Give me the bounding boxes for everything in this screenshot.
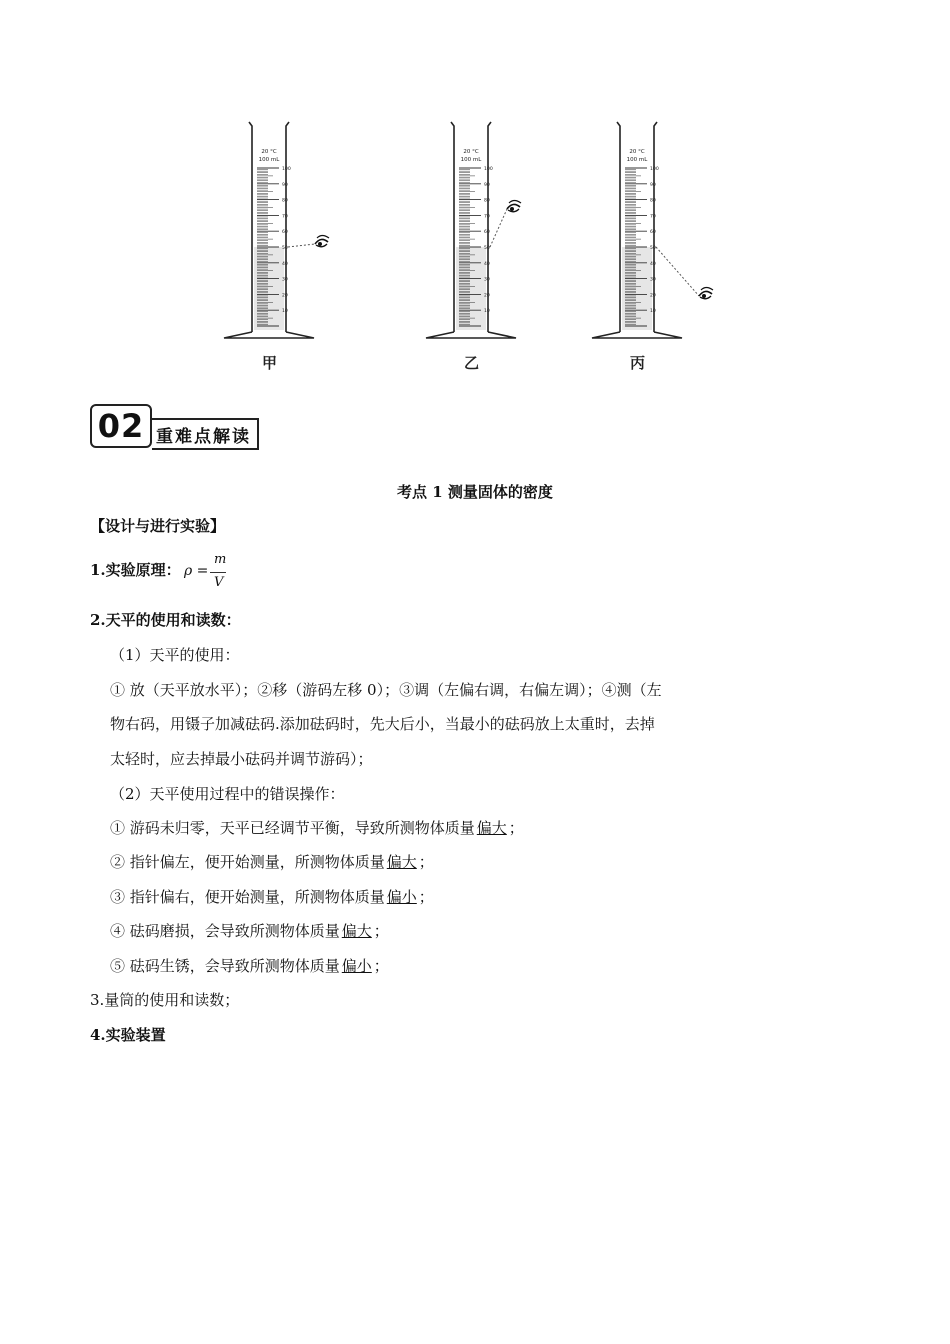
balance-use-heading: （1）天平的使用：: [110, 646, 240, 664]
error-end: ；: [508, 819, 524, 837]
tick-label: 40: [484, 261, 490, 267]
tick-label: 20: [650, 293, 656, 299]
sight-line: [656, 247, 699, 296]
error-text: ④ 砝码磨损，会导致所测物体质量: [110, 922, 340, 940]
cylinder-label-yi: 乙: [464, 354, 480, 372]
balance-heading: 2.天平的使用和读数：: [90, 611, 241, 629]
error-answer: 偏小: [386, 888, 417, 906]
eye-icon: [699, 288, 713, 299]
error-item: [110, 852, 434, 872]
tick-label: 50: [282, 246, 288, 251]
tick-label: 50: [484, 246, 490, 251]
tick-label: 10: [484, 309, 490, 315]
error-text: ① 游码未归零，天平已经调节平衡，导致所测物体质量: [110, 819, 475, 837]
tick-label: 40: [650, 261, 656, 267]
cylinder-header-temp: 20 °C: [261, 149, 277, 155]
tick-label: 70: [282, 214, 288, 220]
tick-label: 70: [650, 214, 656, 220]
eye-icon: [507, 201, 521, 212]
tick-label: 30: [484, 277, 490, 283]
sight-line: [490, 209, 507, 247]
error-text: ⑤ 砝码生锈，会导致所测物体质量: [110, 957, 340, 975]
errors-heading: （2）天平使用过程中的错误操作：: [110, 785, 345, 803]
cylinder-heading: 3.量筒的使用和读数；: [90, 991, 240, 1009]
error-answer: 偏大: [476, 819, 507, 837]
topic-title: 考点 1 测量固体的密度: [397, 483, 553, 501]
tick-label: 40: [282, 261, 288, 267]
density-formula: [184, 552, 244, 594]
error-end: ；: [418, 853, 434, 871]
tick-label: 20: [484, 293, 490, 299]
cylinder-header-temp: 20 °C: [463, 149, 479, 155]
error-end: ；: [418, 888, 434, 906]
fraction-bar: [210, 572, 226, 573]
formula-lhs: ρ =: [184, 563, 209, 579]
error-text: ② 指针偏左，便开始测量，所测物体质量: [110, 853, 385, 871]
cylinder-header-volume: 100 mL: [460, 157, 482, 163]
error-end: ；: [373, 922, 389, 940]
cylinder-header-volume: 100 mL: [258, 157, 280, 163]
balance-use-line-3: 太轻时，应去掉最小砝码并调节游码）；: [110, 750, 373, 768]
section-title: 重难点解读: [152, 418, 259, 450]
tick-label: 10: [650, 309, 656, 315]
tick-label: 10: [282, 309, 288, 315]
error-text: ③ 指针偏右，便开始测量，所测物体质量: [110, 888, 385, 906]
tick-label: 30: [650, 277, 656, 283]
tick-label: 80: [282, 198, 288, 204]
cylinders-diagram: [0, 0, 950, 400]
cylinder-base: [592, 332, 682, 338]
tick-label: 70: [484, 214, 490, 220]
error-answer: 偏小: [341, 957, 372, 975]
eye-icon: [315, 236, 329, 247]
section-badge: [90, 404, 259, 448]
tick-label: 100: [484, 167, 493, 172]
cylinder-label-jia: 甲: [262, 354, 278, 372]
formula-numerator: m: [214, 552, 227, 567]
measuring-cylinder: [224, 122, 329, 338]
tick-label: 80: [484, 198, 490, 204]
error-item: [110, 818, 524, 838]
section-number: 02: [90, 404, 152, 448]
error-answer: 偏大: [386, 853, 417, 871]
error-end: ；: [373, 957, 389, 975]
tick-label: 100: [650, 167, 659, 172]
tick-label: 90: [650, 182, 656, 188]
error-item: [110, 887, 434, 907]
measuring-cylinder-figure: [0, 0, 950, 400]
formula-denominator: V: [214, 575, 224, 590]
cylinder-header-temp: 20 °C: [629, 149, 645, 155]
cylinder-label-bing: 丙: [630, 354, 646, 372]
cylinder-base: [426, 332, 516, 338]
cylinder-header-volume: 100 mL: [626, 157, 648, 163]
tick-label: 50: [650, 246, 656, 251]
cylinder-base: [224, 332, 314, 338]
error-item: [110, 921, 389, 941]
sight-line: [288, 244, 315, 247]
tick-label: 90: [282, 182, 288, 188]
principle-label: 1.实验原理：: [90, 561, 181, 579]
design-heading: 【设计与进行实验】: [90, 517, 226, 535]
tick-label: 60: [650, 230, 656, 236]
balance-use-line-2: 物右码，用镊子加减砝码.添加砝码时，先大后小，当最小的砝码放上太重时，去掉: [110, 715, 655, 733]
tick-label: 80: [650, 198, 656, 204]
tick-label: 60: [484, 230, 490, 236]
tick-label: 60: [282, 230, 288, 236]
tick-label: 20: [282, 293, 288, 299]
apparatus-heading: 4.实验装置: [90, 1026, 166, 1044]
measuring-cylinder: [592, 122, 713, 338]
tick-label: 100: [282, 167, 291, 172]
tick-label: 90: [484, 182, 490, 188]
error-item: [110, 956, 389, 976]
balance-use-line-1: ① 放（天平放水平）；②移（游码左移 0）；③调（左偏右调，右偏左调）；④测（左: [110, 681, 662, 699]
tick-label: 30: [282, 277, 288, 283]
error-answer: 偏大: [341, 922, 372, 940]
measuring-cylinder: [426, 122, 521, 338]
